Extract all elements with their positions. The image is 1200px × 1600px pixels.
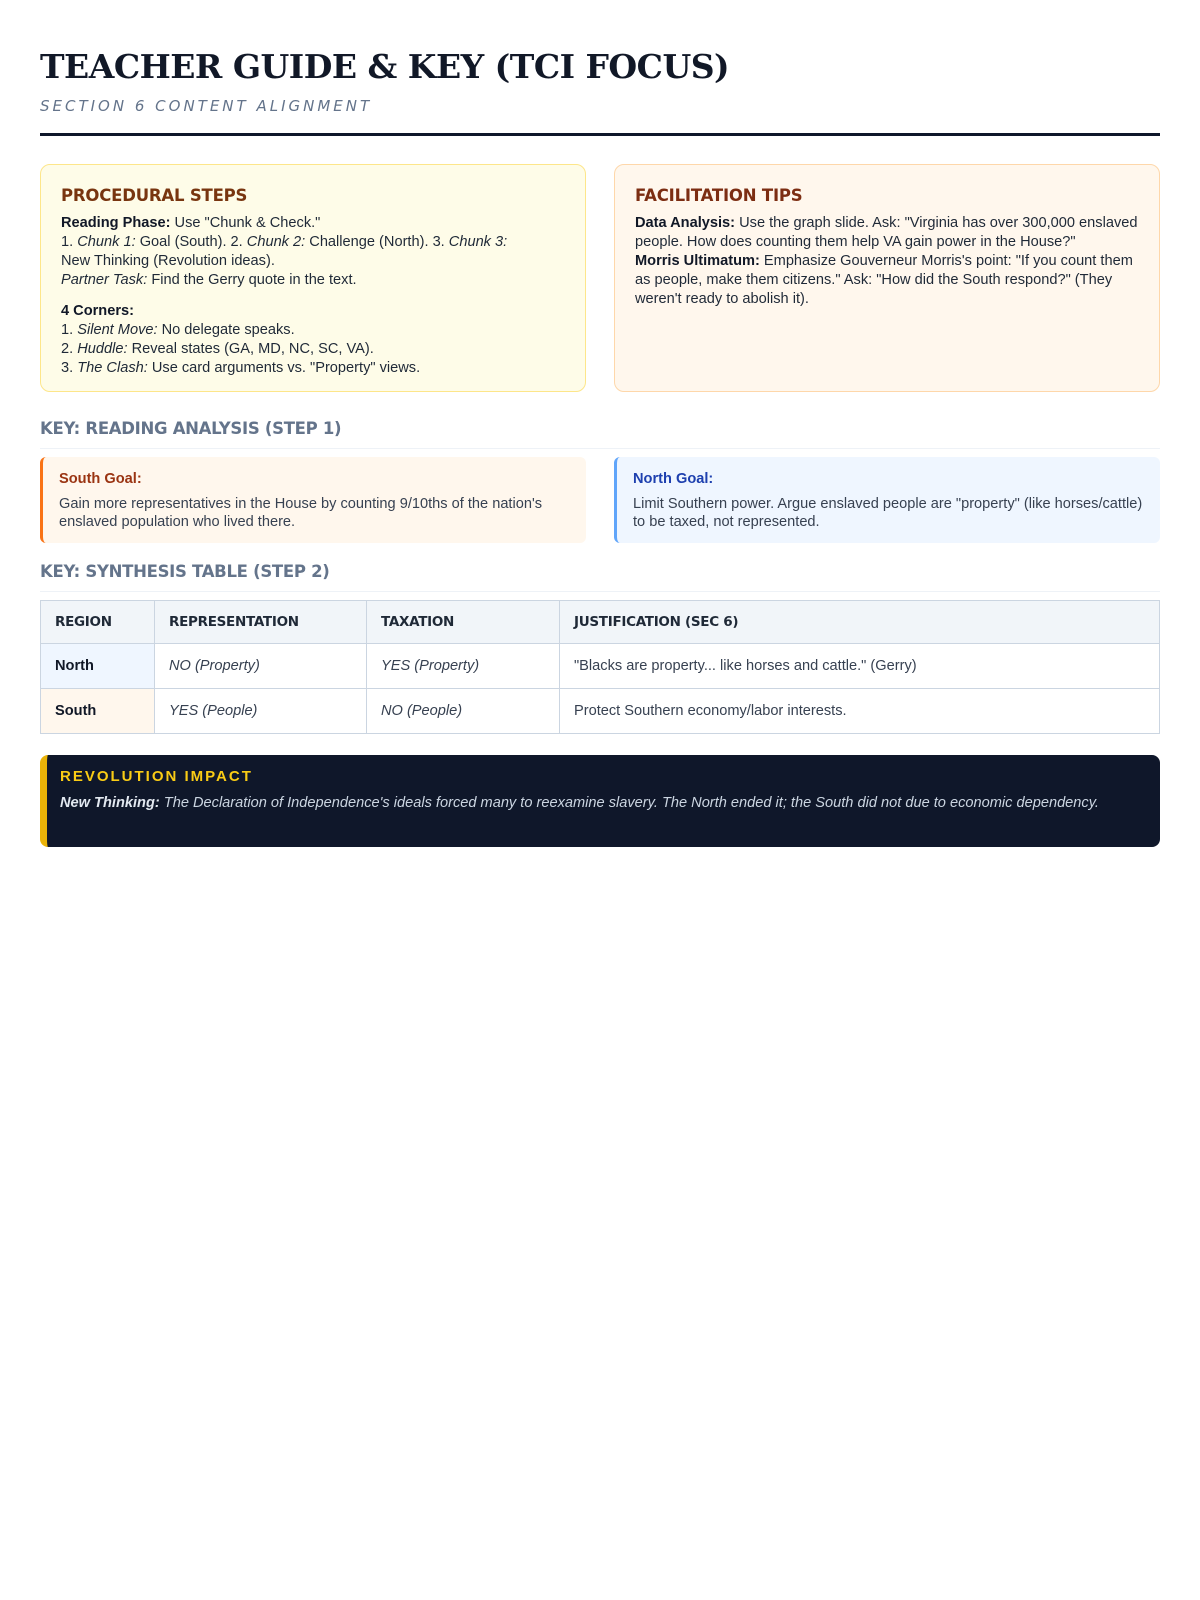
south-goal-box [40,457,586,543]
justification-cell: Protect Southern economy/labor interests. [560,689,1160,734]
revolution-impact-text: New Thinking: The Declaration of Independence's ideals forced many to reexamine slavery. The North ended it; the South did not due to economic dependency. [60,795,1099,811]
column-header: REGION [41,601,155,644]
revolution-impact-box [40,755,1160,847]
column-header: REPRESENTATION [155,601,367,644]
corners-step-2: 2. Huddle: Reveal states (GA, MD, NC, SC, VA). [61,341,374,357]
four-corners-label: 4 Corners: [61,303,134,319]
representation-cell: NO (Property) [155,644,367,689]
region-cell: North [41,644,155,689]
facilitation-tips-card [614,164,1160,392]
section-divider [40,448,1160,449]
corners-step-1: 1. Silent Move: No delegate speaks. [61,322,295,338]
taxation-cell: YES (Property) [367,644,560,689]
synthesis-table [40,600,1160,734]
chunk-line: 1. Chunk 1: Goal (South). 2. Chunk 2: Challenge (North). 3. Chunk 3: New Thinking (Revolution ideas). [61,234,508,269]
corners-step-3: 3. The Clash: Use card arguments vs. "Property" views. [61,360,421,376]
table-row [41,644,1160,689]
reading-analysis-heading: KEY: READING ANALYSIS (STEP 1) [40,419,342,438]
south-goal-text: Gain more representatives in the House by counting 9/10ths of the nation's enslaved population who lived there. [59,496,543,530]
morris-ultimatum-tip: Morris Ultimatum: Emphasize Gouverneur Morris's point: "If you count them as people, make them citizens." Ask: "How did the South respond?" (They weren't ready to abolish it). [635,253,1133,307]
north-goal-box [614,457,1160,543]
page-subtitle: SECTION 6 CONTENT ALIGNMENT [40,97,373,115]
table-header-row [41,601,1160,644]
representation-cell: YES (People) [155,689,367,734]
column-header: JUSTIFICATION (SEC 6) [560,601,1160,644]
south-goal-label: South Goal: [59,471,142,487]
reading-phase-line: Reading Phase: Use "Chunk & Check." [61,215,321,231]
table-row [41,689,1160,734]
north-goal-label: North Goal: [633,471,714,487]
region-cell: South [41,689,155,734]
page-title: TEACHER GUIDE & KEY (TCI FOCUS) [40,47,730,86]
synthesis-table-heading: KEY: SYNTHESIS TABLE (STEP 2) [40,562,330,581]
facilitation-tips-title: FACILITATION TIPS [635,186,803,205]
justification-cell: "Blacks are property... like horses and cattle." (Gerry) [560,644,1160,689]
revolution-impact-title: REVOLUTION IMPACT [60,768,253,785]
north-goal-text: Limit Southern power. Argue enslaved people are "property" (like horses/cattle) to be taxed, not represented. [633,496,1143,530]
goal-boxes [40,457,1160,543]
partner-task-line: Partner Task: Find the Gerry quote in the text. [61,272,357,288]
procedural-steps-card [40,164,586,392]
procedural-steps-title: PROCEDURAL STEPS [61,186,248,205]
column-header: TAXATION [367,601,560,644]
taxation-cell: NO (People) [367,689,560,734]
data-analysis-tip: Data Analysis: Use the graph slide. Ask: "Virginia has over 300,000 enslaved people. How does counting them help VA gain power in the House?" [635,215,1138,250]
section-divider [40,591,1160,592]
title-divider [40,133,1160,136]
guide-cards [40,164,1160,392]
